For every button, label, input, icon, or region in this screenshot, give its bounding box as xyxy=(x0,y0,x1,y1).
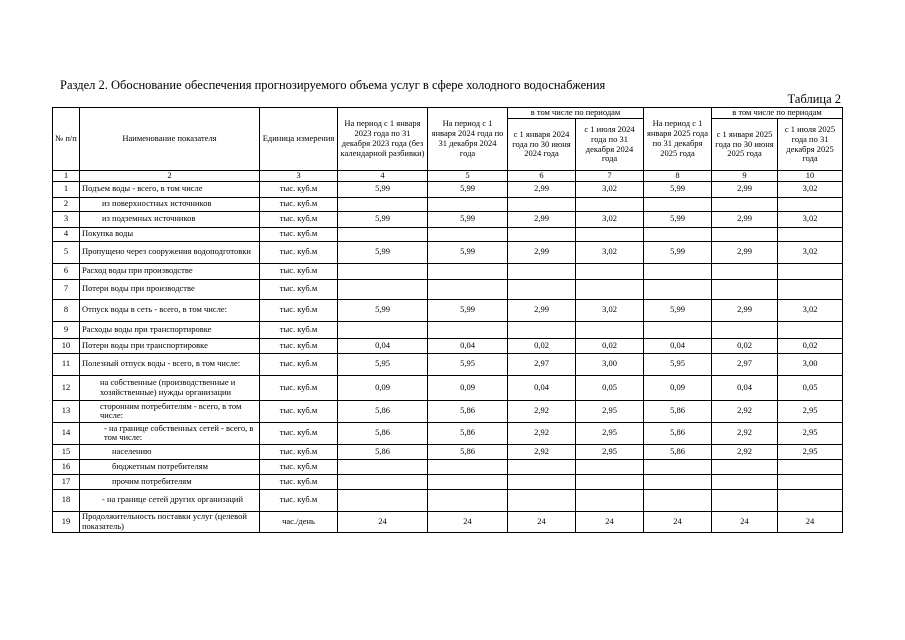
header-num: № п/п xyxy=(53,108,80,171)
value-cell: 0,09 xyxy=(428,375,508,400)
header-name: Наименование показателя xyxy=(80,108,260,171)
value-cell: 0,04 xyxy=(712,375,778,400)
value-cell xyxy=(644,263,712,279)
value-cell xyxy=(712,321,778,338)
column-number: 6 xyxy=(508,171,576,182)
table-row xyxy=(53,422,843,444)
value-cell: 5,99 xyxy=(428,181,508,197)
value-cell: 3,02 xyxy=(576,299,644,321)
value-cell: 3,02 xyxy=(576,211,644,227)
value-cell: 2,99 xyxy=(508,181,576,197)
value-cell: 2,92 xyxy=(712,444,778,459)
value-cell xyxy=(338,459,428,474)
unit-cell: тыс. куб.м xyxy=(260,444,338,459)
row-number: 16 xyxy=(53,459,80,474)
value-cell xyxy=(338,474,428,489)
value-cell xyxy=(712,197,778,211)
value-cell: 2,92 xyxy=(712,422,778,444)
value-cell xyxy=(712,263,778,279)
table-label: Таблица 2 xyxy=(787,92,841,106)
indicator-name: Расход воды при производстве xyxy=(80,263,260,279)
value-cell: 5,86 xyxy=(428,422,508,444)
value-cell: 5,99 xyxy=(338,181,428,197)
value-cell: 2,95 xyxy=(576,400,644,422)
row-number: 11 xyxy=(53,353,80,375)
value-cell xyxy=(508,474,576,489)
table-row xyxy=(53,353,843,375)
indicator-name: из подземных источников xyxy=(80,211,260,227)
column-number: 7 xyxy=(576,171,644,182)
header-2024-h1: с 1 января 2024 года по 30 июня 2024 года xyxy=(508,119,576,171)
value-cell: 5,95 xyxy=(644,353,712,375)
column-number: 3 xyxy=(260,171,338,182)
value-cell: 3,02 xyxy=(778,299,843,321)
value-cell: 2,99 xyxy=(508,211,576,227)
value-cell: 0,02 xyxy=(576,338,644,353)
row-number: 13 xyxy=(53,400,80,422)
value-cell xyxy=(576,489,644,511)
header-2024-h2: с 1 июля 2024 года по 31 декабря 2024 года xyxy=(576,119,644,171)
row-number: 3 xyxy=(53,211,80,227)
unit-cell: тыс. куб.м xyxy=(260,338,338,353)
row-number: 9 xyxy=(53,321,80,338)
value-cell xyxy=(778,474,843,489)
value-cell xyxy=(644,459,712,474)
header-unit: Единица измерения xyxy=(260,108,338,171)
value-cell xyxy=(644,489,712,511)
value-cell: 0,04 xyxy=(644,338,712,353)
indicator-name: Расходы воды при транспортировке xyxy=(80,321,260,338)
indicator-name: Пропущено через сооружения водоподготовки xyxy=(80,241,260,263)
header-period-2023: На период с 1 января 2023 года по 31 декабря 2023 года (без календарной разбивки) xyxy=(338,108,428,171)
header-period-2025: На период с 1 января 2025 года по 31 декабря 2025 года xyxy=(644,108,712,171)
section-title: Раздел 2. Обоснование обеспечения прогнозируемого объема услуг в сфере холодного водоснабжения xyxy=(60,78,606,92)
value-cell: 2,97 xyxy=(712,353,778,375)
unit-cell: тыс. куб.м xyxy=(260,489,338,511)
value-cell: 2,92 xyxy=(508,444,576,459)
value-cell: 24 xyxy=(508,511,576,532)
value-cell xyxy=(338,227,428,241)
unit-cell: час./день xyxy=(260,511,338,532)
value-cell xyxy=(508,279,576,299)
value-cell: 5,99 xyxy=(338,299,428,321)
value-cell: 3,02 xyxy=(576,181,644,197)
value-cell: 3,02 xyxy=(576,241,644,263)
value-cell xyxy=(778,263,843,279)
value-cell xyxy=(508,197,576,211)
value-cell xyxy=(712,474,778,489)
value-cell: 24 xyxy=(644,511,712,532)
value-cell: 2,92 xyxy=(508,400,576,422)
indicator-name: Потери воды при транспортировке xyxy=(80,338,260,353)
column-number: 8 xyxy=(644,171,712,182)
row-number: 7 xyxy=(53,279,80,299)
value-cell xyxy=(576,279,644,299)
value-cell: 0,02 xyxy=(712,338,778,353)
header-2025-h1: с 1 января 2025 года по 30 июня 2025 года xyxy=(712,119,778,171)
value-cell: 3,02 xyxy=(778,241,843,263)
value-cell: 5,99 xyxy=(644,299,712,321)
value-cell xyxy=(576,474,644,489)
value-cell xyxy=(712,279,778,299)
value-cell: 5,99 xyxy=(428,299,508,321)
value-cell: 5,86 xyxy=(428,400,508,422)
indicator-name: Потери воды при производстве xyxy=(80,279,260,299)
value-cell xyxy=(576,197,644,211)
value-cell: 0,04 xyxy=(338,338,428,353)
value-cell xyxy=(428,197,508,211)
unit-cell: тыс. куб.м xyxy=(260,422,338,444)
indicator-name: Подъем воды - всего, в том числе xyxy=(80,181,260,197)
column-number: 10 xyxy=(778,171,843,182)
value-cell xyxy=(778,279,843,299)
row-number: 8 xyxy=(53,299,80,321)
value-cell: 5,99 xyxy=(644,181,712,197)
value-cell: 0,02 xyxy=(508,338,576,353)
value-cell xyxy=(508,321,576,338)
table-row xyxy=(53,241,843,263)
unit-cell: тыс. куб.м xyxy=(260,321,338,338)
value-cell: 3,00 xyxy=(576,353,644,375)
value-cell: 5,86 xyxy=(644,400,712,422)
value-cell: 2,92 xyxy=(508,422,576,444)
value-cell xyxy=(712,227,778,241)
value-cell xyxy=(712,459,778,474)
value-cell xyxy=(644,474,712,489)
value-cell: 5,99 xyxy=(338,211,428,227)
unit-cell: тыс. куб.м xyxy=(260,400,338,422)
value-cell: 5,99 xyxy=(428,241,508,263)
table-row xyxy=(53,474,843,489)
indicator-name: - на границе собственных сетей - всего, в том числе: xyxy=(80,422,260,444)
unit-cell: тыс. куб.м xyxy=(260,459,338,474)
value-cell: 2,97 xyxy=(508,353,576,375)
indicator-name: - на границе сетей других организаций xyxy=(80,489,260,511)
value-cell: 5,95 xyxy=(338,353,428,375)
value-cell xyxy=(576,263,644,279)
value-cell xyxy=(644,227,712,241)
row-number: 15 xyxy=(53,444,80,459)
indicator-name: Отпуск воды в сеть - всего, в том числе: xyxy=(80,299,260,321)
value-cell: 5,86 xyxy=(644,422,712,444)
value-cell: 5,99 xyxy=(644,241,712,263)
value-cell: 5,86 xyxy=(338,422,428,444)
value-cell xyxy=(428,321,508,338)
table-row xyxy=(53,459,843,474)
water-supply-table xyxy=(52,107,843,533)
row-number: 14 xyxy=(53,422,80,444)
value-cell xyxy=(428,474,508,489)
header-2025-h2: с 1 июля 2025 года по 31 декабря 2025 года xyxy=(778,119,843,171)
row-number: 12 xyxy=(53,375,80,400)
value-cell xyxy=(778,459,843,474)
column-numbers-row xyxy=(53,171,843,182)
indicator-name: из поверхностных источников xyxy=(80,197,260,211)
indicator-name: сторонним потребителям - всего, в том числе: xyxy=(80,400,260,422)
value-cell: 0,09 xyxy=(644,375,712,400)
table-row xyxy=(53,227,843,241)
table-row xyxy=(53,263,843,279)
value-cell: 5,95 xyxy=(428,353,508,375)
value-cell: 0,02 xyxy=(778,338,843,353)
value-cell xyxy=(576,321,644,338)
indicator-name: прочим потребителям xyxy=(80,474,260,489)
value-cell xyxy=(778,197,843,211)
value-cell xyxy=(778,227,843,241)
unit-cell: тыс. куб.м xyxy=(260,227,338,241)
value-cell: 0,04 xyxy=(428,338,508,353)
value-cell: 0,05 xyxy=(576,375,644,400)
table-row xyxy=(53,321,843,338)
indicator-name: Покупка воды xyxy=(80,227,260,241)
value-cell xyxy=(508,459,576,474)
value-cell xyxy=(644,279,712,299)
value-cell: 5,86 xyxy=(644,444,712,459)
unit-cell: тыс. куб.м xyxy=(260,181,338,197)
value-cell xyxy=(644,321,712,338)
table-row xyxy=(53,489,843,511)
unit-cell: тыс. куб.м xyxy=(260,211,338,227)
value-cell: 5,86 xyxy=(428,444,508,459)
row-number: 6 xyxy=(53,263,80,279)
table-row xyxy=(53,211,843,227)
table-row xyxy=(53,181,843,197)
table-row xyxy=(53,299,843,321)
value-cell: 5,86 xyxy=(338,444,428,459)
value-cell: 2,95 xyxy=(778,444,843,459)
indicator-name: на собственные (производственные и хозяйственные) нужды организации xyxy=(80,375,260,400)
value-cell: 5,99 xyxy=(428,211,508,227)
table-row xyxy=(53,444,843,459)
value-cell: 24 xyxy=(576,511,644,532)
value-cell: 2,99 xyxy=(712,241,778,263)
value-cell: 3,02 xyxy=(778,211,843,227)
value-cell: 0,05 xyxy=(778,375,843,400)
value-cell xyxy=(338,489,428,511)
value-cell xyxy=(778,489,843,511)
value-cell xyxy=(428,459,508,474)
value-cell: 2,95 xyxy=(576,422,644,444)
value-cell: 2,99 xyxy=(508,241,576,263)
unit-cell: тыс. куб.м xyxy=(260,241,338,263)
value-cell: 3,02 xyxy=(778,181,843,197)
table-row xyxy=(53,279,843,299)
value-cell: 3,00 xyxy=(778,353,843,375)
value-cell: 2,99 xyxy=(712,211,778,227)
row-number: 5 xyxy=(53,241,80,263)
value-cell: 0,04 xyxy=(508,375,576,400)
value-cell xyxy=(712,489,778,511)
row-number: 4 xyxy=(53,227,80,241)
table-row xyxy=(53,375,843,400)
value-cell: 24 xyxy=(712,511,778,532)
row-number: 1 xyxy=(53,181,80,197)
value-cell: 5,99 xyxy=(644,211,712,227)
value-cell xyxy=(338,279,428,299)
table-row xyxy=(53,338,843,353)
header-in-periods-2024: в том числе по периодам xyxy=(508,108,644,119)
indicator-name: населению xyxy=(80,444,260,459)
row-number: 18 xyxy=(53,489,80,511)
value-cell xyxy=(508,489,576,511)
unit-cell: тыс. куб.м xyxy=(260,299,338,321)
value-cell: 2,95 xyxy=(778,422,843,444)
value-cell xyxy=(338,197,428,211)
value-cell xyxy=(338,321,428,338)
header-period-2024: На период с 1 января 2024 года по 31 декабря 2024 года xyxy=(428,108,508,171)
column-number: 1 xyxy=(53,171,80,182)
column-number: 5 xyxy=(428,171,508,182)
value-cell: 24 xyxy=(428,511,508,532)
row-number: 17 xyxy=(53,474,80,489)
value-cell: 0,09 xyxy=(338,375,428,400)
indicator-name: бюджетным потребителям xyxy=(80,459,260,474)
header-in-periods-2025: в том числе по периодам xyxy=(712,108,843,119)
value-cell: 2,92 xyxy=(712,400,778,422)
value-cell: 2,95 xyxy=(576,444,644,459)
unit-cell: тыс. куб.м xyxy=(260,197,338,211)
row-number: 2 xyxy=(53,197,80,211)
column-number: 2 xyxy=(80,171,260,182)
value-cell: 2,99 xyxy=(712,299,778,321)
indicator-name: Продолжительность поставки услуг (целевой показатель) xyxy=(80,511,260,532)
unit-cell: тыс. куб.м xyxy=(260,474,338,489)
value-cell: 5,86 xyxy=(338,400,428,422)
value-cell xyxy=(644,197,712,211)
table-row xyxy=(53,197,843,211)
column-number: 9 xyxy=(712,171,778,182)
value-cell: 2,99 xyxy=(508,299,576,321)
table-row xyxy=(53,400,843,422)
row-number: 10 xyxy=(53,338,80,353)
value-cell xyxy=(428,489,508,511)
unit-cell: тыс. куб.м xyxy=(260,353,338,375)
value-cell xyxy=(576,459,644,474)
row-number: 19 xyxy=(53,511,80,532)
value-cell xyxy=(428,279,508,299)
value-cell xyxy=(428,227,508,241)
table-row xyxy=(53,511,843,532)
value-cell xyxy=(576,227,644,241)
value-cell: 5,99 xyxy=(338,241,428,263)
value-cell: 2,95 xyxy=(778,400,843,422)
value-cell: 2,99 xyxy=(712,181,778,197)
value-cell: 24 xyxy=(778,511,843,532)
value-cell xyxy=(508,263,576,279)
value-cell xyxy=(338,263,428,279)
value-cell xyxy=(428,263,508,279)
unit-cell: тыс. куб.м xyxy=(260,263,338,279)
column-number: 4 xyxy=(338,171,428,182)
unit-cell: тыс. куб.м xyxy=(260,375,338,400)
value-cell xyxy=(508,227,576,241)
value-cell xyxy=(778,321,843,338)
value-cell: 24 xyxy=(338,511,428,532)
indicator-name: Полезный отпуск воды - всего, в том числе: xyxy=(80,353,260,375)
unit-cell: тыс. куб.м xyxy=(260,279,338,299)
